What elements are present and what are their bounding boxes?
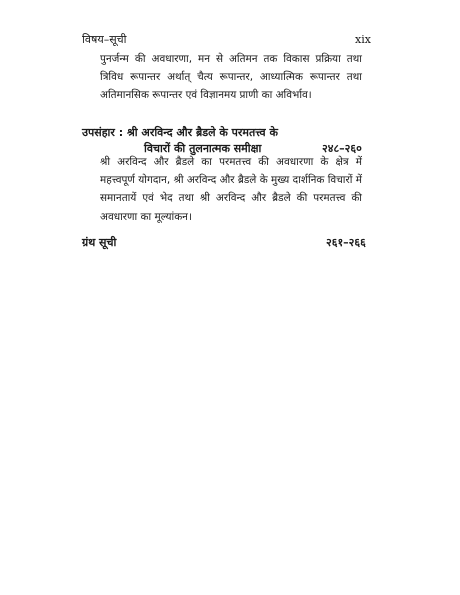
bibliography-entry: ग्रंथ सूची <box>82 236 117 249</box>
chapter-summary-paragraph: पुनर्जन्म की अवधारणा, मन से अतिमन तक विकास प्रक्रिया तथा त्रिविध रूपान्तर अर्थात् चैत्य रूपान्तर, आध्यात्मिक रूपान्तर तथा अतिमानसिक रूपान्तर एवं विज्ञानमय प्राणी का अविर्भाव। <box>100 53 362 102</box>
conclusion-heading: उपसंहार : श्री अरविन्द और ब्रैडले के परमतत्त्व के <box>82 126 278 139</box>
running-header-title: विषय–सूची <box>82 33 127 46</box>
page-number: xix <box>355 33 371 46</box>
conclusion-page-range: २४८–२६० <box>322 142 362 155</box>
bibliography-page-range: २६१–२६६ <box>326 236 366 249</box>
conclusion-heading-continued: विचारों की तुलनात्मक समीक्षा <box>144 142 262 155</box>
conclusion-summary-paragraph: श्री अरविन्द और ब्रैडले का परमतत्त्व की अवधारणा के क्षेत्र में महत्त्वपूर्ण योगदान, श्री अरविन्द और ब्रैडले के मुख्य दार्शनिक विचारों में समानतायें एवं भेद तथा श्री अरविन्द और ब्रैडले की परमतत्त्व की अवधारणा का मूल्यांकन। <box>100 156 362 223</box>
